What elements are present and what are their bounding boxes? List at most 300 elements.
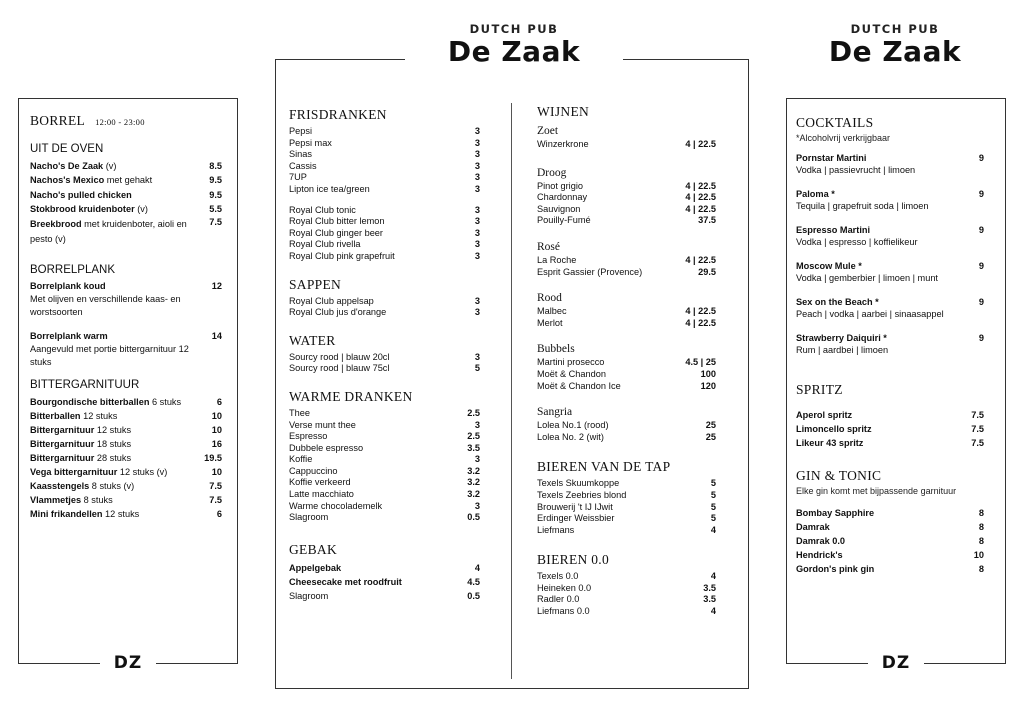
item-price: 3 bbox=[474, 454, 480, 465]
section-wijnen: WIJNEN bbox=[537, 104, 590, 119]
item-price: 3 bbox=[474, 307, 480, 318]
item-price: 4 | 22.5 bbox=[685, 254, 716, 265]
item-price: 3.5 bbox=[703, 582, 716, 593]
gebak-list bbox=[289, 561, 480, 603]
sub-droog: Droog bbox=[537, 166, 567, 179]
item-price: 8 bbox=[978, 508, 984, 518]
menu-item bbox=[30, 330, 222, 343]
menu-item bbox=[289, 477, 480, 489]
item-name: Malbec bbox=[537, 306, 567, 317]
section-bittergarnituur: BITTERGARNITUUR bbox=[30, 378, 140, 391]
center-divider bbox=[511, 103, 512, 679]
brand-title: De Zaak bbox=[828, 35, 962, 68]
section-bieren-tap: BIEREN VAN DE TAP bbox=[537, 459, 671, 475]
nul-list bbox=[537, 571, 716, 617]
item-price: 37.5 bbox=[698, 215, 716, 226]
sub-rose: Rosé bbox=[537, 240, 560, 253]
item-price: 10 bbox=[211, 467, 222, 478]
item-price: 6 bbox=[216, 396, 222, 407]
item-extra: 28 stuks bbox=[94, 453, 132, 463]
item-name bbox=[30, 423, 212, 437]
sappen-list bbox=[289, 296, 480, 319]
menu-item bbox=[30, 451, 222, 465]
item-name: Sinas bbox=[289, 149, 312, 160]
section-borrel bbox=[30, 113, 222, 129]
item-price: 5 bbox=[710, 501, 716, 512]
item-title: Nacho's De Zaak bbox=[30, 161, 104, 171]
item-description: Vodka | gemberbier | limoen | munt bbox=[796, 273, 938, 283]
menu-item bbox=[289, 501, 480, 513]
section-bieren-nul: BIEREN 0.0 bbox=[537, 552, 609, 568]
item-name: Espresso Martini bbox=[796, 225, 871, 235]
brand-subtitle: DUTCH PUB bbox=[850, 22, 940, 36]
item-price: 3 bbox=[474, 160, 480, 171]
sub-rood: Rood bbox=[537, 292, 562, 305]
item-name: Royal Club appelsap bbox=[289, 295, 374, 306]
item-title: Mini frikandellen bbox=[30, 509, 103, 520]
item-price: 3 bbox=[474, 149, 480, 160]
droog-list bbox=[537, 181, 716, 227]
item-price: 9 bbox=[978, 189, 984, 199]
item-price: 9 bbox=[978, 297, 984, 307]
menu-item bbox=[289, 126, 480, 138]
item-price: 8 bbox=[978, 564, 984, 574]
item-name: Cheesecake met roodfruit bbox=[289, 576, 402, 587]
item-title: Bittergarnituur bbox=[30, 424, 95, 435]
item-name: Royal Club rivella bbox=[289, 239, 361, 250]
gin-list bbox=[796, 506, 984, 576]
menu-item bbox=[30, 437, 222, 451]
section-frisdranken: FRISDRANKEN bbox=[289, 107, 387, 122]
sub-bubbels: Bubbels bbox=[537, 343, 575, 356]
item-name: Warme chocolademelk bbox=[289, 500, 383, 511]
menu-item bbox=[289, 228, 480, 240]
menu-item bbox=[289, 466, 480, 478]
item-name: Moët & Chandon bbox=[537, 368, 606, 379]
menu-item bbox=[537, 192, 716, 204]
item-name: Slagroom bbox=[289, 590, 329, 601]
item-name: Thee bbox=[289, 407, 310, 418]
item-name: Chardonnay bbox=[537, 192, 588, 203]
item-name bbox=[30, 409, 212, 423]
water-list bbox=[289, 352, 480, 375]
item-name: Sourcy rood | blauw 20cl bbox=[289, 351, 390, 362]
item-price: 3 bbox=[474, 126, 480, 136]
menu-item bbox=[289, 307, 480, 319]
item-name: Royal Club ginger beer bbox=[289, 227, 383, 238]
item-name: Dubbele espresso bbox=[289, 442, 364, 453]
drinks-column bbox=[289, 107, 480, 603]
item-price: 4 | 22.5 bbox=[685, 317, 716, 328]
menu-item bbox=[537, 215, 716, 227]
menu-item bbox=[537, 381, 716, 393]
item-description: Met olijven en verschillende kaas- en worstsoorten bbox=[30, 293, 181, 317]
item-name: Verse munt thee bbox=[289, 419, 356, 430]
item-price: 4 | 22.5 bbox=[685, 180, 716, 191]
item-name: Borrelplank warm bbox=[30, 330, 108, 341]
menu-item bbox=[796, 506, 984, 520]
cocktail-item bbox=[796, 152, 984, 164]
brand-center bbox=[405, 22, 623, 68]
menu-item bbox=[289, 172, 480, 184]
item-extra: (v) bbox=[134, 204, 148, 215]
item-name: Espresso bbox=[289, 431, 328, 442]
item-name bbox=[30, 395, 217, 409]
item-name bbox=[30, 493, 209, 507]
menu-item bbox=[289, 489, 480, 501]
item-name: Lipton ice tea/green bbox=[289, 183, 370, 194]
item-name: Gordon's pink gin bbox=[796, 564, 875, 574]
item-name: Lolea No. 2 (wit) bbox=[537, 431, 604, 442]
item-price: 2.5 bbox=[467, 407, 480, 418]
item-title: Vega bittergarnituur bbox=[30, 467, 118, 478]
item-name: Merlot bbox=[537, 317, 563, 328]
item-extra: 12 stuks bbox=[102, 509, 140, 520]
item-price: 5 bbox=[710, 513, 716, 524]
item-name: Texels Zeebries blond bbox=[537, 489, 627, 500]
menu-item bbox=[537, 502, 716, 514]
section-warme-dranken: WARME DRANKEN bbox=[289, 388, 413, 404]
oven-list bbox=[30, 159, 222, 217]
item-name: Slagroom bbox=[289, 512, 329, 523]
item-price: 100 bbox=[700, 368, 716, 379]
item-name bbox=[30, 202, 209, 216]
zoet-list bbox=[537, 139, 716, 151]
menu-item bbox=[537, 369, 716, 381]
item-name: Texels Skuumkoppe bbox=[537, 478, 620, 489]
menu-item bbox=[30, 507, 222, 521]
royal-club-list bbox=[289, 205, 480, 263]
menu-item bbox=[30, 409, 222, 423]
item-name: Royal Club tonic bbox=[289, 204, 356, 215]
menu-item bbox=[537, 478, 716, 490]
left-column bbox=[30, 113, 222, 521]
item-name: Royal Club pink grapefruit bbox=[289, 250, 395, 261]
menu-item bbox=[537, 255, 716, 267]
menu-item bbox=[537, 267, 716, 279]
item-price: 3 bbox=[474, 172, 480, 183]
menu-item bbox=[289, 138, 480, 150]
item-price: 4 | 22.5 bbox=[685, 192, 716, 203]
item-name: Liefmans bbox=[537, 524, 575, 535]
section-gebak: GEBAK bbox=[289, 541, 337, 557]
menu-item bbox=[289, 363, 480, 375]
menu-item bbox=[537, 318, 716, 330]
item-name: Aperol spritz bbox=[796, 410, 853, 420]
menu-item bbox=[289, 454, 480, 466]
item-name: 7UP bbox=[289, 172, 307, 183]
item-name bbox=[30, 507, 217, 521]
item-price: 3 bbox=[474, 239, 480, 250]
menu-item bbox=[30, 423, 222, 437]
item-price: 3 bbox=[474, 183, 480, 194]
item-title: Bourgondische bitterballen bbox=[30, 396, 150, 407]
menu-item bbox=[796, 534, 984, 548]
item-price: 9 bbox=[978, 333, 984, 343]
item-price: 8.5 bbox=[209, 161, 222, 171]
item-name: Royal Club jus d'orange bbox=[289, 307, 387, 318]
item-name: Pornstar Martini bbox=[796, 153, 867, 163]
tap-list bbox=[537, 478, 716, 536]
brand-right bbox=[800, 22, 990, 68]
item-price: 4 bbox=[710, 571, 716, 582]
menu-item bbox=[30, 479, 222, 493]
item-price: 0.5 bbox=[467, 590, 480, 601]
item-price: 7.5 bbox=[209, 495, 222, 506]
menu-item bbox=[796, 408, 984, 422]
item-price: 7.5 bbox=[209, 481, 222, 492]
menu-item bbox=[289, 184, 480, 196]
sub-sangria: Sangria bbox=[537, 406, 573, 419]
item-title: Bittergarnituur bbox=[30, 438, 95, 449]
cocktails-list bbox=[796, 152, 984, 356]
item-price: 3.5 bbox=[467, 442, 480, 453]
menu-item bbox=[289, 408, 480, 420]
item-title: Nachos's Mexico bbox=[30, 175, 105, 186]
item-name: Hendrick's bbox=[796, 550, 843, 560]
item-price: 3 bbox=[474, 227, 480, 238]
item-name: Texels 0.0 bbox=[537, 571, 579, 582]
menu-item bbox=[537, 306, 716, 318]
item-price: 3.2 bbox=[467, 465, 480, 476]
item-price: 4 | 22.5 bbox=[685, 139, 716, 149]
item-name: Esprit Gassier (Provence) bbox=[537, 266, 643, 277]
menu-item bbox=[289, 575, 480, 589]
item-name: La Roche bbox=[537, 254, 577, 265]
item-price: 4 | 22.5 bbox=[685, 306, 716, 317]
item-name: Sourcy rood | blauw 75cl bbox=[289, 363, 390, 374]
warme-dranken-list bbox=[289, 408, 480, 524]
cocktails-column bbox=[796, 115, 984, 576]
section-water: WATER bbox=[289, 332, 336, 348]
menu-item bbox=[289, 420, 480, 432]
menu-item bbox=[289, 205, 480, 217]
item-description: Aangevuld met portie bittergarnituur 12 stuks bbox=[30, 343, 189, 367]
item-price: 4 bbox=[710, 524, 716, 535]
item-name bbox=[30, 159, 209, 173]
item-description: Tequila | grapefruit soda | limoen bbox=[796, 201, 929, 211]
brand-subtitle: DUTCH PUB bbox=[469, 22, 559, 36]
item-title: Stokbrood kruidenboter bbox=[30, 204, 135, 215]
menu-item bbox=[30, 280, 222, 293]
item-price: 3 bbox=[474, 250, 480, 261]
menu-item bbox=[537, 525, 716, 537]
section-cocktails: COCKTAILS bbox=[796, 115, 874, 130]
item-name: Pinot grigio bbox=[537, 180, 583, 191]
item-name: Cassis bbox=[289, 160, 317, 171]
item-price: 3 bbox=[474, 204, 480, 215]
item-name: Winzerkrone bbox=[537, 139, 589, 149]
section-gin-tonic: GIN & TONIC bbox=[796, 468, 882, 483]
item-price: 5 bbox=[710, 489, 716, 500]
menu-item bbox=[289, 443, 480, 455]
menu-item bbox=[289, 251, 480, 263]
item-name: Damrak 0.0 bbox=[796, 536, 846, 546]
item-price: 7.5 bbox=[971, 410, 984, 420]
item-price: 3 bbox=[474, 216, 480, 227]
item-title: Vlammetjes bbox=[30, 495, 82, 506]
item-price: 25 bbox=[705, 431, 716, 442]
item-name: Koffie bbox=[289, 454, 313, 465]
item-name: Moët & Chandon Ice bbox=[537, 380, 621, 391]
item-price: 3.2 bbox=[467, 489, 480, 500]
menu-item bbox=[537, 204, 716, 216]
menu-item bbox=[537, 571, 716, 583]
item-extra: met gehakt bbox=[104, 175, 153, 186]
dz-logo-right: DZ bbox=[868, 653, 924, 675]
item-price: 29.5 bbox=[698, 266, 716, 277]
item-price: 7.5 bbox=[971, 438, 984, 448]
item-name: Radler 0.0 bbox=[537, 594, 580, 605]
spritz-list bbox=[796, 408, 984, 450]
menu-item bbox=[30, 202, 222, 216]
menu-item bbox=[289, 149, 480, 161]
plank-list bbox=[30, 280, 222, 369]
item-name: Bombay Sapphire bbox=[796, 508, 875, 518]
item-price: 4 bbox=[710, 606, 716, 617]
item-name: Latte macchiato bbox=[289, 489, 354, 500]
menu-item bbox=[30, 395, 222, 409]
menu-item bbox=[537, 181, 716, 193]
item-price: 9 bbox=[978, 261, 984, 271]
item-extra: 8 stuks (v) bbox=[89, 481, 135, 492]
item-price: 14 bbox=[211, 330, 222, 341]
item-price: 3 bbox=[474, 351, 480, 362]
item-price: 16 bbox=[211, 438, 222, 449]
menu-item bbox=[537, 420, 716, 432]
item-name: Erdinger Weissbier bbox=[537, 513, 615, 524]
item-name: Martini prosecco bbox=[537, 357, 605, 368]
item-price: 5 bbox=[474, 363, 480, 374]
item-price: 9 bbox=[978, 225, 984, 235]
item-extra: (v) bbox=[103, 161, 117, 171]
item-name: Pepsi max bbox=[289, 137, 332, 148]
item-price: 2.5 bbox=[467, 431, 480, 442]
item-name: Cappuccino bbox=[289, 465, 338, 476]
item-price: 10 bbox=[211, 410, 222, 421]
wine-beer-column bbox=[537, 104, 716, 618]
item-description: Peach | vodka | aarbei | sinaasappel bbox=[796, 309, 944, 319]
item-description: Rum | aardbei | limoen bbox=[796, 345, 889, 355]
cocktail-item bbox=[796, 224, 984, 236]
item-price: 9.5 bbox=[209, 189, 222, 200]
item-price: 120 bbox=[700, 380, 716, 391]
item-price: 4.5 bbox=[467, 576, 480, 587]
bubbels-list bbox=[537, 357, 716, 392]
menu-item bbox=[537, 606, 716, 618]
menu-item bbox=[30, 465, 222, 479]
section-title: BORREL bbox=[30, 113, 86, 128]
item-name: Sex on the Beach * bbox=[796, 297, 879, 307]
section-sappen: SAPPEN bbox=[289, 276, 342, 292]
item-title: Kaasstengels bbox=[30, 481, 90, 492]
menu-item bbox=[537, 513, 716, 525]
item-price: 3 bbox=[474, 419, 480, 430]
menu-item bbox=[289, 239, 480, 251]
item-name: Appelgebak bbox=[289, 562, 342, 573]
item-name bbox=[30, 465, 212, 479]
item-name bbox=[30, 479, 209, 493]
item-name bbox=[30, 451, 204, 465]
menu-item bbox=[289, 512, 480, 524]
item-name: Royal Club bitter lemon bbox=[289, 216, 385, 227]
item-name bbox=[30, 173, 209, 187]
item-name: Liefmans 0.0 bbox=[537, 606, 590, 617]
cocktail-item bbox=[796, 260, 984, 272]
menu-item bbox=[30, 493, 222, 507]
item-price: 3.2 bbox=[467, 477, 480, 488]
item-price: 9 bbox=[978, 153, 984, 163]
menu-item bbox=[289, 216, 480, 228]
section-borrelplank: BORRELPLANK bbox=[30, 263, 116, 276]
item-title: Bitterballen bbox=[30, 410, 81, 421]
item-name: Brouwerij 't IJ IJwit bbox=[537, 501, 613, 512]
item-price: 12 bbox=[211, 280, 222, 291]
dz-logo-left: DZ bbox=[100, 653, 156, 675]
item-extra: 12 stuks (v) bbox=[117, 467, 168, 478]
item-extra: 8 stuks bbox=[81, 495, 113, 506]
cocktail-item bbox=[796, 332, 984, 344]
sub-zoet: Zoet bbox=[537, 125, 559, 137]
item-price: 7.5 bbox=[971, 424, 984, 434]
item-price: 6 bbox=[216, 509, 222, 520]
menu-item bbox=[796, 436, 984, 450]
brand-title: De Zaak bbox=[447, 35, 581, 68]
menu-item bbox=[289, 161, 480, 173]
menu-item bbox=[30, 188, 222, 202]
item-description: Vodka | passievrucht | limoen bbox=[796, 165, 916, 175]
item-name: Koffie verkeerd bbox=[289, 477, 351, 488]
sangria-list bbox=[537, 420, 716, 443]
menu-item: Breekbrood met kruidenboter, aioli en pesto (v) 7.5 bbox=[30, 216, 222, 244]
item-price: 4 | 22.5 bbox=[685, 203, 716, 214]
item-price: 25 bbox=[705, 420, 716, 431]
item-extra: 18 stuks bbox=[94, 438, 132, 449]
bitter-list bbox=[30, 395, 222, 522]
item-price: 3.5 bbox=[703, 594, 716, 605]
menu-item bbox=[30, 173, 222, 187]
cocktails-note: *Alcoholvrij verkrijgbaar bbox=[796, 133, 891, 143]
item-description: Vodka | espresso | koffielikeur bbox=[796, 237, 918, 247]
item-price: 10 bbox=[211, 424, 222, 435]
item-name: Pepsi bbox=[289, 126, 312, 136]
opening-time: 12:00 - 23:00 bbox=[95, 117, 145, 127]
section-spritz: SPRITZ bbox=[796, 382, 843, 397]
menu-item bbox=[289, 589, 480, 603]
cocktail-item bbox=[796, 296, 984, 308]
item-price: 5 bbox=[710, 478, 716, 489]
menu-item bbox=[537, 490, 716, 502]
item-price: 8 bbox=[978, 522, 984, 532]
cocktail-item bbox=[796, 188, 984, 200]
item-name: Likeur 43 spritz bbox=[796, 438, 864, 448]
item-extra: 12 stuks bbox=[94, 424, 132, 435]
menu-item bbox=[537, 583, 716, 595]
item-price: 8 bbox=[978, 536, 984, 546]
menu-item bbox=[289, 561, 480, 575]
item-name bbox=[30, 188, 209, 202]
item-name: Limoncello spritz bbox=[796, 424, 872, 434]
item-extra: 6 stuks bbox=[149, 396, 182, 407]
item-price: 0.5 bbox=[467, 512, 480, 523]
item-name: Sauvignon bbox=[537, 203, 581, 214]
rose-list bbox=[537, 255, 716, 278]
item-name: Lolea No.1 (rood) bbox=[537, 420, 609, 431]
item-title: Nacho's pulled chicken bbox=[30, 189, 132, 200]
item-name: Damrak bbox=[796, 522, 830, 532]
gin-note: Elke gin komt met bijpassende garnituur bbox=[796, 486, 957, 496]
menu-item bbox=[537, 139, 716, 151]
